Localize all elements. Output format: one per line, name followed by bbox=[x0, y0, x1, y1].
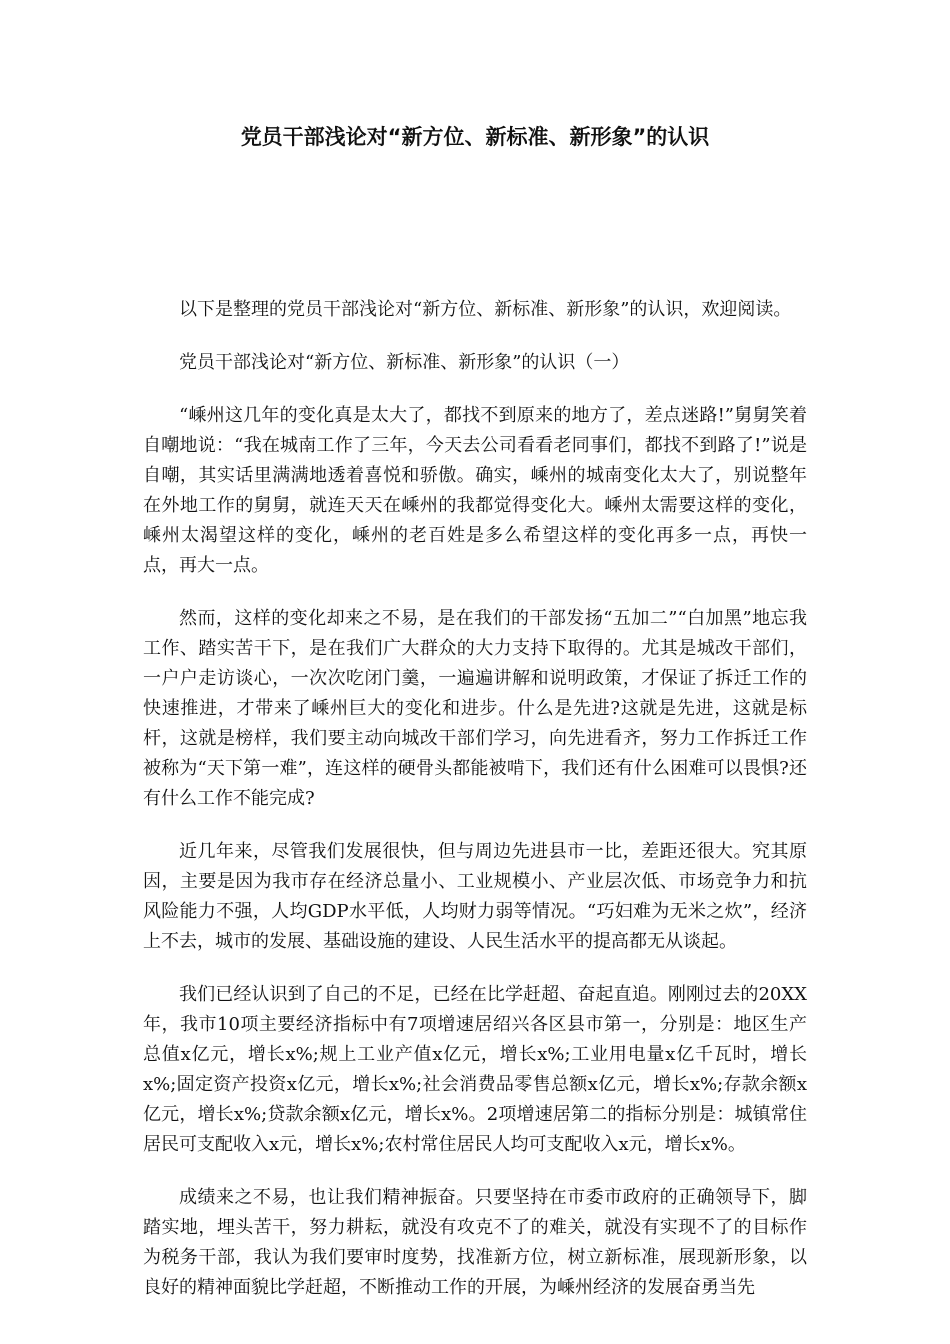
section-heading: 党员干部浅论对“新方位、新标准、新形象”的认识（一） bbox=[179, 352, 630, 373]
paragraph: 近几年来，尽管我们发展很快，但与周边先进县市一比，差距还很大。究其原因，主要是因为我市存在经济总量小、工业规模小、产业层次低、市场竞争力和抗风险能力不强，人均GDP水平低，人均财力弱等情况。“巧妇难为无米之炊”，经济上不去，城市的发展、基础设施的建设、人民生活水平的提高都无从谈起。 bbox=[143, 841, 807, 952]
paragraph: 成绩来之不易，也让我们精神振奋。只要坚持在市委市政府的正确领导下，脚踏实地，埋头苦干，努力耕耘，就没有攻克不了的难关，就没有实现不了的目标作为税务干部，我认为我们要审时度势，找准新方位，树立新标准，展现新形象，以良好的精神面貌比学赶超，不断推动工作的开展，为嵊州经济的发展奋勇当先 bbox=[143, 1187, 807, 1298]
paragraph-intro: 以下是整理的党员干部浅论对“新方位、新标准、新形象”的认识，欢迎阅读。 bbox=[179, 299, 792, 320]
document-title: 党员干部浅论对“新方位、新标准、新形象”的认识 bbox=[240, 125, 710, 149]
document-body bbox=[143, 295, 807, 1326]
paragraph: 然而，这样的变化却来之不易，是在我们的干部发扬“五加二”“白加黑”地忘我工作、踏实苦干下，是在我们广大群众的大力支持下取得的。尤其是城改干部们，一户户走访谈心，一次次吃闭门羹，一遍遍讲解和说明政策，才保证了拆迁工作的快速推进，才带来了嵊州巨大的变化和进步。什么是先进?这就是先进，这就是标杆，这就是榜样，我们要主动向城改干部们学习，向先进看齐，努力工作拆迁工作被称为“天下第一难”，连这样的硬骨头都能被啃下，我们还有什么困难可以畏惧?还有什么工作不能完成? bbox=[143, 608, 807, 809]
paragraph: “嵊州这几年的变化真是太大了，都找不到原来的地方了，差点迷路!”舅舅笑着自嘲地说：“我在城南工作了三年，今天去公司看看老同事们，都找不到路了!”说是自嘲，其实话里满满地透着喜悦和骄傲。确实，嵊州的城南变化太大了，别说整年在外地工作的舅舅，就连天天在嵊州的我都觉得变化大。嵊州太需要这样的变化，嵊州太渴望这样的变化，嵊州的老百姓是多么希望这样的变化再多一点，再快一点，再大一点。 bbox=[143, 405, 807, 576]
paragraph: 我们已经认识到了自己的不足，已经在比学赶超、奋起直追。刚刚过去的20XX年，我市10项主要经济指标中有7项增速居绍兴各区县市第一，分别是：地区生产总值x亿元，增长x%;规上工业产值x亿元，增长x%;工业用电量x亿千瓦时，增长x%;固定资产投资x亿元，增长x%;社会消费品零售总额x亿元，增长x%;存款余额x亿元，增长x%;贷款余额x亿元，增长x%。2项增速居第二的指标分别是：城镇常住居民可支配收入x元，增长x%;农村常住居民人均可支配收入x元，增长x%。 bbox=[143, 984, 807, 1155]
